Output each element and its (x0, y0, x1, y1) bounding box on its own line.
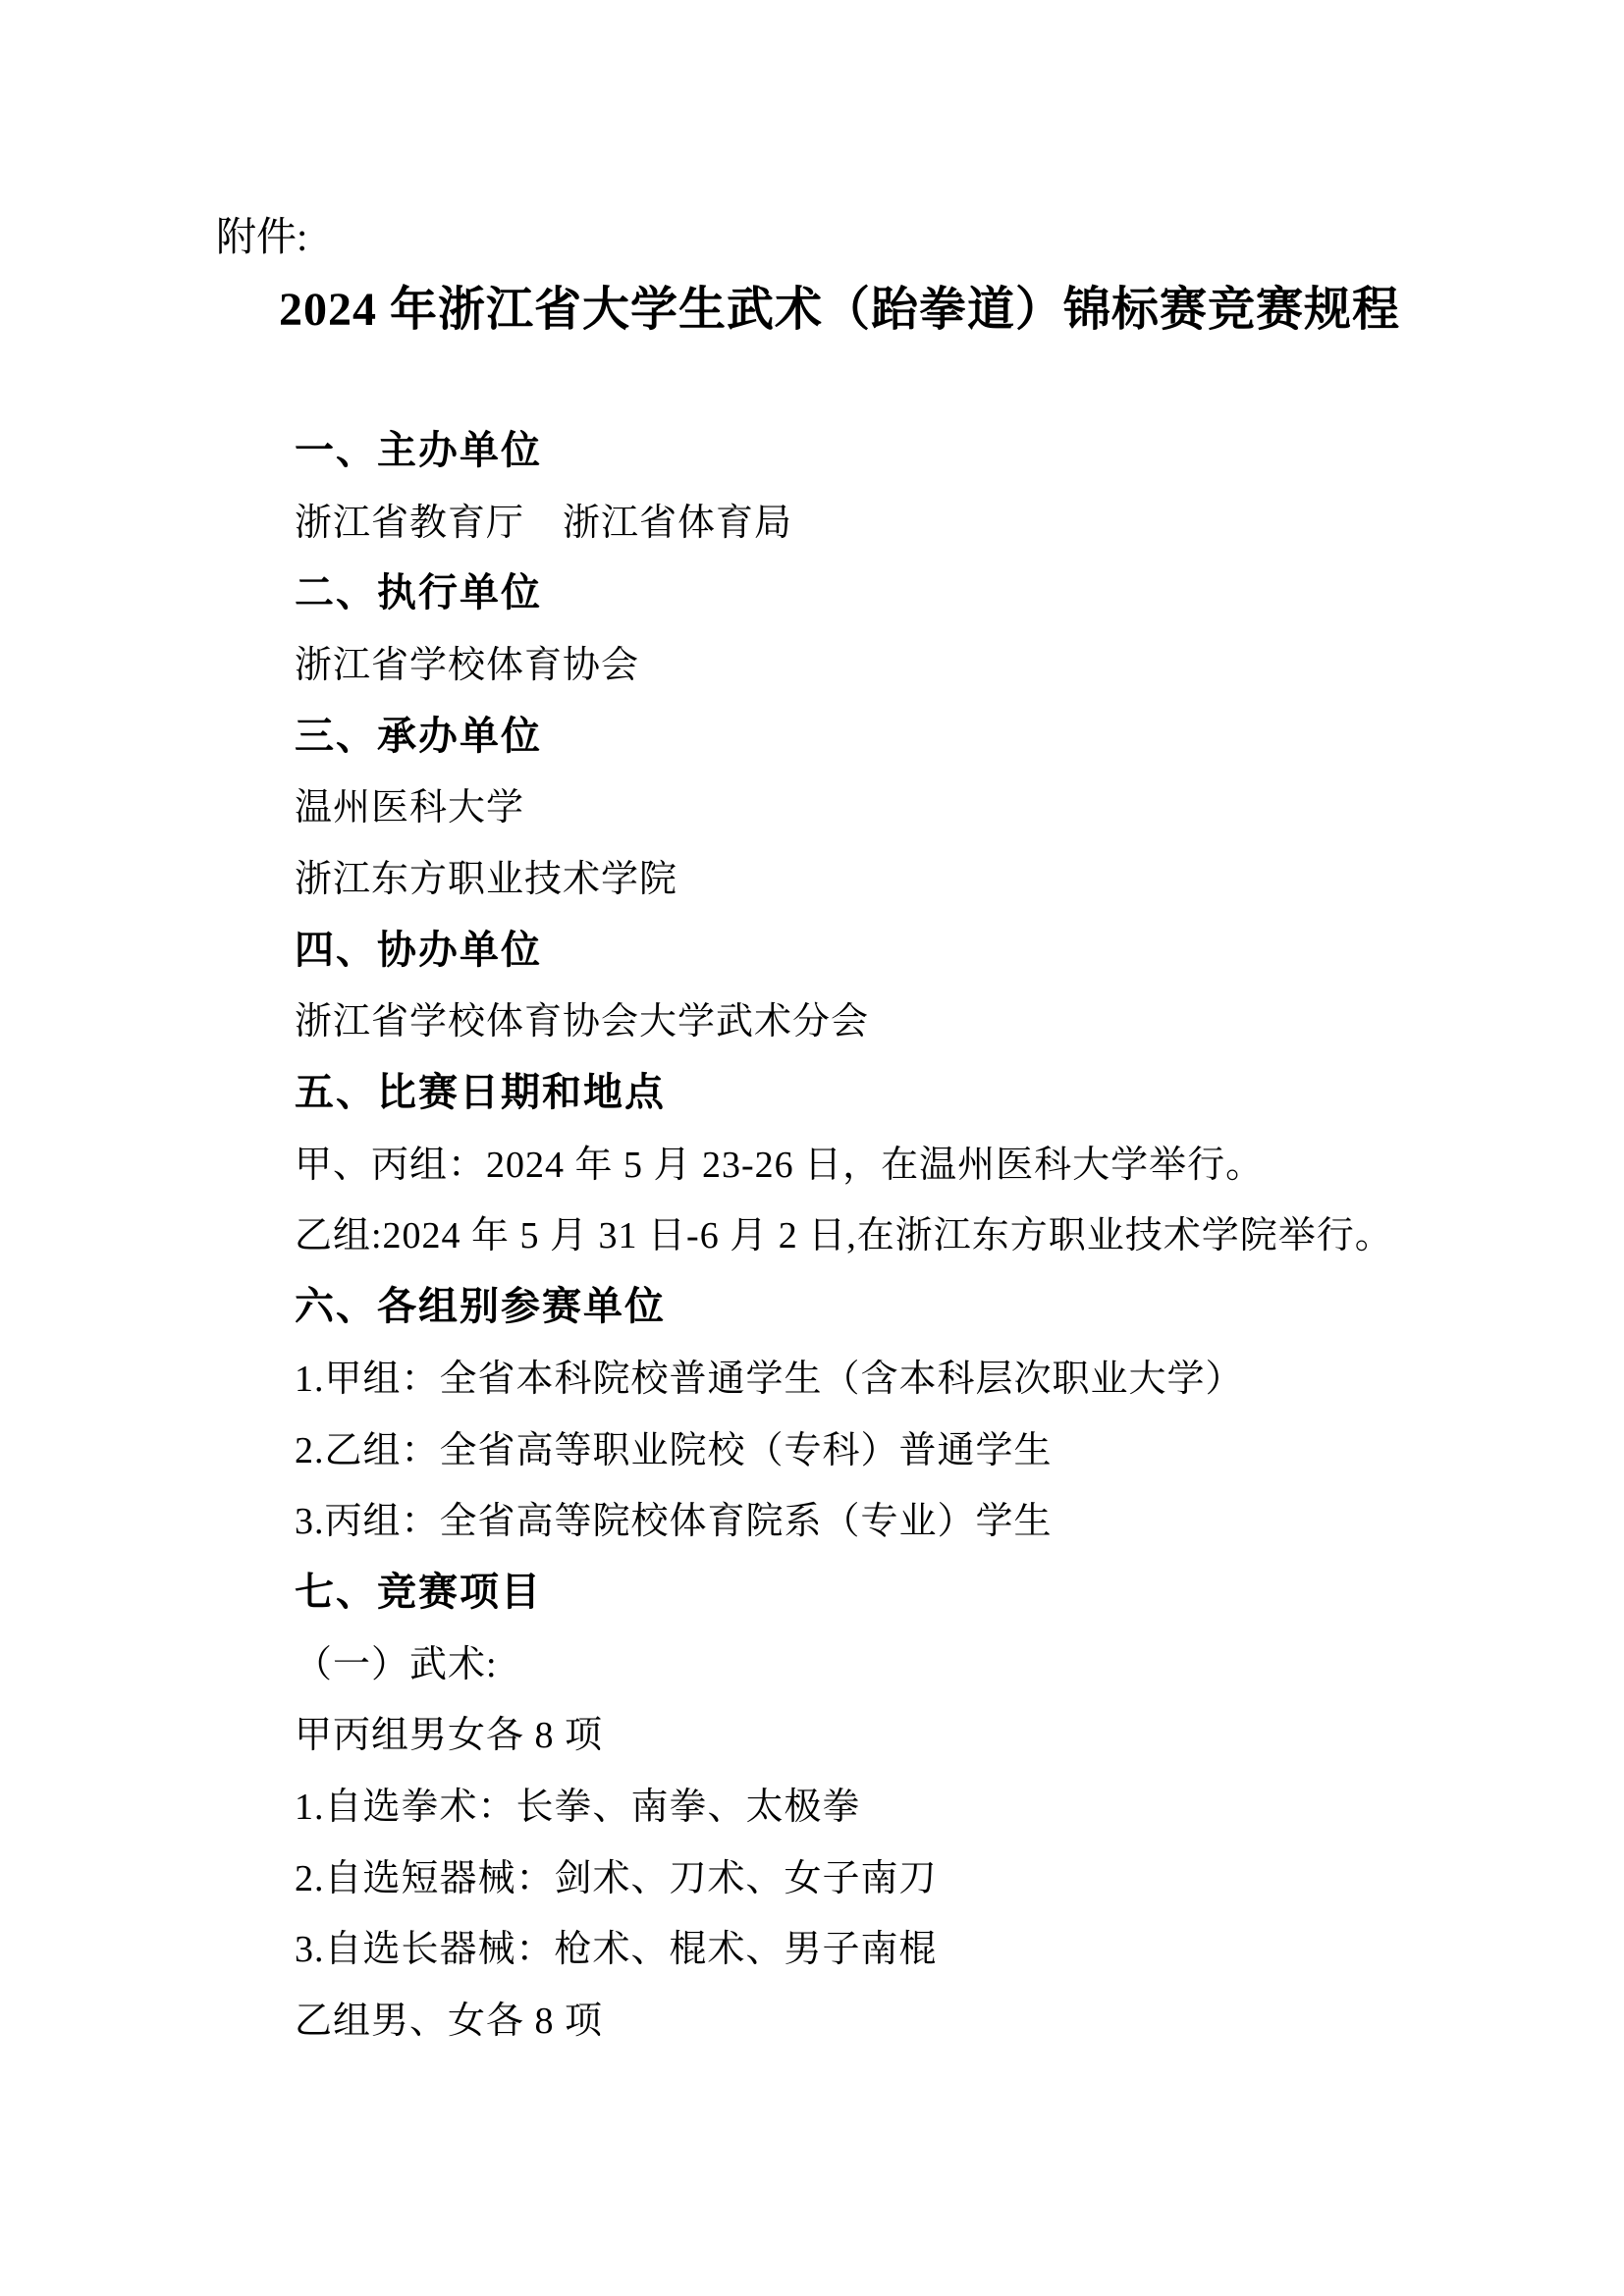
document-content (216, 197, 1463, 2053)
section-heading: 四、协办单位 (295, 928, 542, 972)
paragraph-line: 浙江省教育厅 浙江省体育局 (295, 502, 793, 544)
paragraph-line: 乙组男、女各 8 项 (295, 2001, 604, 2043)
paragraph-line: 甲、丙组：2024 年 5 月 23-26 日，在温州医科大学举行。 (295, 1144, 1265, 1186)
section-heading: 七、竞赛项目 (295, 1570, 542, 1614)
section-heading: 一、主办单位 (295, 428, 542, 472)
paragraph-line: 1.自选拳术：长拳、南拳、太极拳 (295, 1786, 861, 1828)
paragraph-line: 2.乙组：全省高等职业院校（专科）普通学生 (295, 1429, 1053, 1471)
section-heading: 三、承办单位 (295, 714, 542, 758)
paragraph-line: 浙江省学校体育协会大学武术分会 (295, 1001, 870, 1043)
paragraph-line: 3.自选长器械：枪术、棍术、男子南棍 (295, 1929, 938, 1971)
paragraph-line: 3.丙组：全省高等院校体育院系（专业）学生 (295, 1501, 1053, 1543)
paragraph-line: 甲丙组男女各 8 项 (295, 1715, 604, 1757)
paragraph-line: （一）武术: (295, 1643, 498, 1685)
paragraph-line: 2.自选短器械：剑术、刀术、女子南刀 (295, 1857, 938, 1899)
paragraph-line: 1.甲组：全省本科院校普通学生（含本科层次职业大学） (295, 1358, 1244, 1400)
page-title: 2024 年浙江省大学生武术（跆拳道）锦标赛竞赛规程 (278, 283, 1400, 336)
section-heading: 二、执行单位 (295, 571, 542, 615)
paragraph-line: 乙组:2024 年 5 月 31 日-6 月 2 日,在浙江东方职业技术学院举行。 (295, 1215, 1393, 1257)
paragraph-line: 温州医科大学 (295, 787, 525, 829)
blank-line (216, 340, 1463, 411)
section-heading: 五、比赛日期和地点 (295, 1071, 666, 1115)
document-body (216, 411, 1463, 2053)
attachment-label: 附件: (216, 213, 308, 259)
paragraph-line: 浙江东方职业技术学院 (295, 859, 678, 901)
paragraph-line: 浙江省学校体育协会 (295, 644, 640, 686)
section-heading: 六、各组别参赛单位 (295, 1285, 666, 1329)
